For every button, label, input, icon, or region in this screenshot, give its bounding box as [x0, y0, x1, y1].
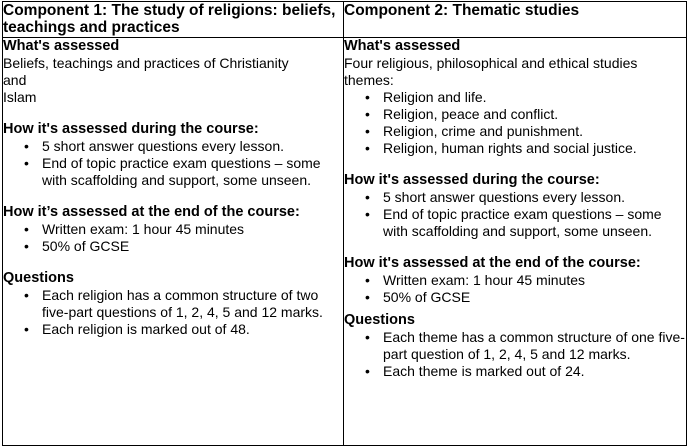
- c1-during-list: [3, 138, 343, 189]
- content-row: [3, 38, 687, 446]
- list-item: • Religion, peace and conflict.: [383, 106, 686, 123]
- c2-end-list: [344, 272, 686, 306]
- c1-assessed-title: What's assessed: [3, 38, 120, 54]
- c2-during-list: [344, 189, 686, 240]
- list-item: • End of topic practice exam questions – some with scaffolding and support, some unseen.: [383, 206, 686, 240]
- c2-questions-list: [344, 329, 686, 380]
- c1-assessed-text: Beliefs, teachings and practices of Christianity and: [3, 55, 289, 88]
- c2-assessed-title: What's assessed: [344, 38, 461, 54]
- c1-end-list: [3, 221, 343, 255]
- list-item: • Written exam: 1 hour 45 minutes: [42, 221, 343, 238]
- c1-end-title: How it’s assessed at the end of the course:: [3, 204, 300, 220]
- list-item: • Religion and life.: [383, 89, 686, 106]
- component-2-cell: [344, 38, 687, 446]
- c1-assessed-text-2: Islam: [3, 89, 37, 105]
- component-1-heading: Component 1: The study of religions: beliefs, teachings and practices: [3, 2, 344, 38]
- c2-during-title: How it's assessed during the course:: [344, 172, 600, 188]
- list-item: • 5 short answer questions every lesson.: [383, 189, 686, 206]
- list-item: • End of topic practice exam questions – some with scaffolding and support, some unseen.: [42, 155, 343, 189]
- component-2-heading: Component 2: Thematic studies: [344, 2, 687, 38]
- c1-questions-title: Questions: [3, 270, 74, 286]
- header-row: [3, 2, 687, 38]
- list-item: • 50% of GCSE: [383, 289, 686, 306]
- list-item: • Religion, human rights and social justice.: [383, 140, 686, 157]
- c2-end-title: How it's assessed at the end of the course:: [344, 255, 641, 271]
- list-item: • Each theme is marked out of 24.: [383, 363, 686, 380]
- list-item: • Each religion has a common structure of two five-part questions of 1, 2, 4, 5 and 12 marks.: [42, 287, 343, 321]
- course-table: [2, 1, 687, 446]
- list-item: • Each religion is marked out of 48.: [42, 321, 343, 338]
- list-item: • 5 short answer questions every lesson.: [42, 138, 343, 155]
- list-item: • Religion, crime and punishment.: [383, 123, 686, 140]
- list-item: • Each theme has a common structure of one five-part question of 1, 2, 4, 5 and 12 marks.: [383, 329, 686, 363]
- component-1-cell: [3, 38, 344, 446]
- c2-themes-list: [344, 89, 686, 157]
- c2-assessed-text: Four religious, philosophical and ethical studies themes:: [344, 55, 638, 88]
- c1-questions-list: [3, 287, 343, 338]
- c1-during-title: How it's assessed during the course:: [3, 121, 259, 137]
- list-item: • 50% of GCSE: [42, 238, 343, 255]
- list-item: • Written exam: 1 hour 45 minutes: [383, 272, 686, 289]
- c2-questions-title: Questions: [344, 312, 415, 328]
